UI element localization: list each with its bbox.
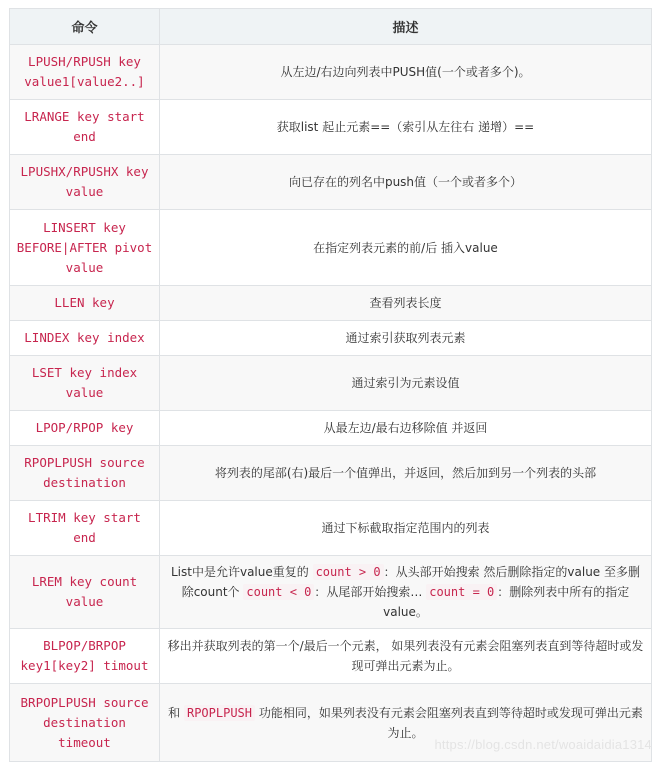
table-row [10,100,652,155]
table-row [10,155,652,210]
command-cell: LPUSHX/RPUSHX key value [10,155,160,210]
description-cell: 从左边/右边向列表中PUSH值(一个或者多个)。 [160,45,652,100]
command-cell: LINSERT key BEFORE|AFTER pivot value [10,210,160,286]
table-row [10,356,652,411]
table-row [10,411,652,446]
command-cell: LINDEX key index [10,321,160,356]
description-cell: 从最左边/最右边移除值 并返回 [160,411,652,446]
command-cell: LSET key index value [10,356,160,411]
description-text: 和 [168,705,184,720]
description-cell: 获取list 起止元素==（索引从左往右 递增）== [160,100,652,155]
table-row [10,210,652,286]
command-cell: BRPOPLPUSH source destination timeout [10,684,160,762]
description-cell: 通过下标截取指定范围内的列表 [160,501,652,556]
command-cell: LRANGE key start end [10,100,160,155]
table-row [10,45,652,100]
command-cell: LPUSH/RPUSH key value1[value2..] [10,45,160,100]
description-text: ：从头部开始搜索 然后删除指定的value 至多删除count个 [181,565,641,599]
table-row [10,556,652,629]
table-row [10,446,652,501]
description-cell: 查看列表长度 [160,286,652,321]
description-text: ：删除列表中所有的指定value。 [383,585,630,619]
redis-list-commands-table [9,8,652,762]
command-cell: LREM key count value [10,556,160,629]
command-cell: LPOP/RPOP key [10,411,160,446]
description-cell: 向已存在的列名中push值（一个或者多个） [160,155,652,210]
command-cell: LTRIM key start end [10,501,160,556]
table-row [10,629,652,684]
description-cell: 通过索引获取列表元素 [160,321,652,356]
header-description: 描述 [160,9,652,45]
inline-code: count = 0 [426,584,497,600]
table-row [10,501,652,556]
description-cell [160,556,652,629]
watermark-text: https://blog.csdn.net/woaidaidia1314 [434,737,652,752]
command-cell: RPOPLPUSH source destination [10,446,160,501]
command-cell: LLEN key [10,286,160,321]
header-command: 命令 [10,9,160,45]
description-cell: 移出并获取列表的第一个/最后一个元素， 如果列表没有元素会阻塞列表直到等待超时或发现可弹出元素为止。 [160,629,652,684]
inline-code: count > 0 [313,564,384,580]
description-text: ：从尾部开始搜索… [314,585,427,599]
description-cell: 通过索引为元素设值 [160,356,652,411]
table-row [10,321,652,356]
description-text: List中是允许value重复的 [170,565,313,579]
inline-code: count < 0 [243,584,314,600]
description-cell: 在指定列表元素的前/后 插入value [160,210,652,286]
table-header-row [10,9,652,45]
inline-code: RPOPLPUSH [184,705,255,721]
command-cell: BLPOP/BRPOP key1[key2] timout [10,629,160,684]
table-row [10,286,652,321]
description-text: 功能相同，如果列表没有元素会阻塞列表直到等待超时或发现可弹出元素为止。 [255,705,643,740]
description-cell: 将列表的尾部(右)最后一个值弹出，并返回，然后加到另一个列表的头部 [160,446,652,501]
